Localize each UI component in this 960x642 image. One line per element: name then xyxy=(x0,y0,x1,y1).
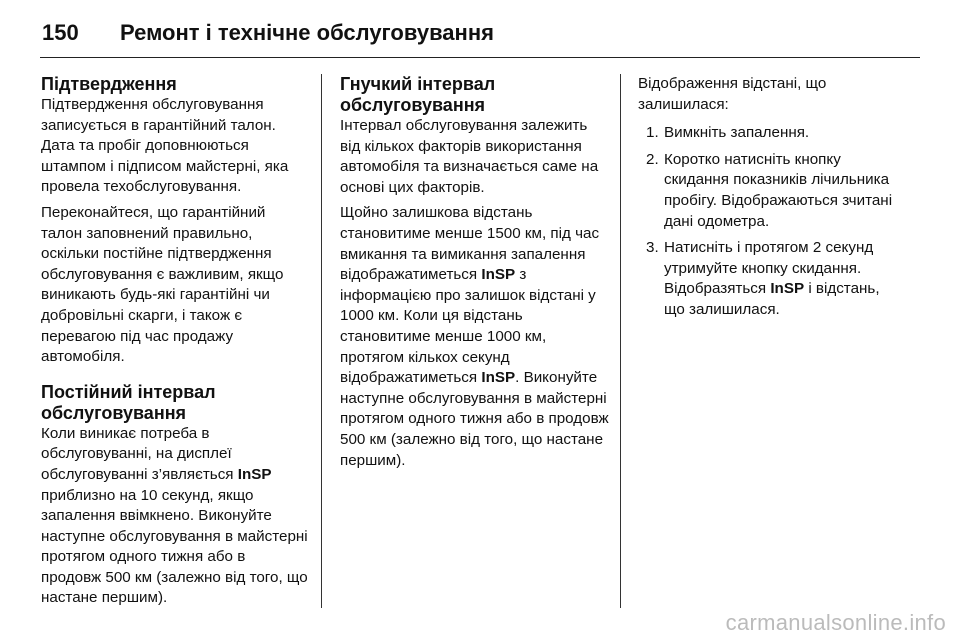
column-1 xyxy=(41,74,309,614)
column-divider-2 xyxy=(620,74,621,608)
page-number: 150 xyxy=(42,20,79,45)
column-divider-1 xyxy=(321,74,322,608)
section-heading-flexible-interval: Гнучкий інтервал обслуговування xyxy=(340,74,496,115)
paragraph: Підтвердження обслуговування записується в гарантійний талон. Дата та пробіг доповнюються штампом і підписом майстерні, яка провела техобслуговування. xyxy=(41,96,289,196)
list-item: 3. Натисніть і протягом 2 секунд утримуйте кнопку скидання. Відобразяться InSP і відстань, що залишилася. xyxy=(646,239,880,318)
steps-list xyxy=(638,123,903,320)
paragraph: Коли виникає потреба в обслуговуванні, на дисплеї обслуговуванні з’являється InSP приблизно на 10 секунд, якщо запалення ввімкнено. Виконуйте наступне обслуговування в майстерні протягом одного тижня або в продовж 500 км (залежно від того, що настане першим). xyxy=(41,424,308,607)
paragraph: Переконайтеся, що гарантійний талон заповнений правильно, оскільки постійне підтвердження обслуговування є важливим, якщо виникають будь-які гарантійні чи добровільні скарги, і також є перевагою під час продажу автомобіля. xyxy=(41,203,284,366)
header-divider xyxy=(40,57,920,58)
paragraph: Щойно залишкова відстань становитиме менше 1500 км, під час вмикання та вимикання запалення відображатиметься InSP з інформацією про залишок відстані у 1000 км. Коли ця відстань становитиме менше 1000 км, протягом кількох секунд відображатиметься InSP. Виконуйте наступне обслуговування в майстерні протягом одного тижня або в продовж 500 км (залежно від того, що настане першим). xyxy=(340,204,609,469)
watermark: carmanualsonline.info xyxy=(725,610,946,635)
column-3 xyxy=(638,74,903,327)
paragraph: Інтервал обслуговування залежить від кількох факторів використання автомобіля та визначається саме на основі цих факторів. xyxy=(340,117,599,196)
paragraph: Відображення відстані, що залишилася: xyxy=(638,75,827,113)
section-heading-fixed-interval: Постійний інтервал обслуговування xyxy=(41,381,216,423)
page-header xyxy=(42,14,920,50)
section-heading-confirmation: Підтвердження xyxy=(41,74,177,94)
display-code: InSP xyxy=(481,266,516,284)
list-item: 1. Вимкніть запалення. xyxy=(646,124,810,142)
display-code: InSP xyxy=(770,280,805,298)
page-title: Ремонт і технічне обслуговування xyxy=(120,20,494,45)
display-code: InSP xyxy=(481,369,516,387)
column-2 xyxy=(340,74,610,476)
list-item: 2. Коротко натисніть кнопку скидання показників лічильника пробігу. Відображаються зчитані дані одометра. xyxy=(646,150,893,230)
display-code: InSP xyxy=(237,465,272,483)
